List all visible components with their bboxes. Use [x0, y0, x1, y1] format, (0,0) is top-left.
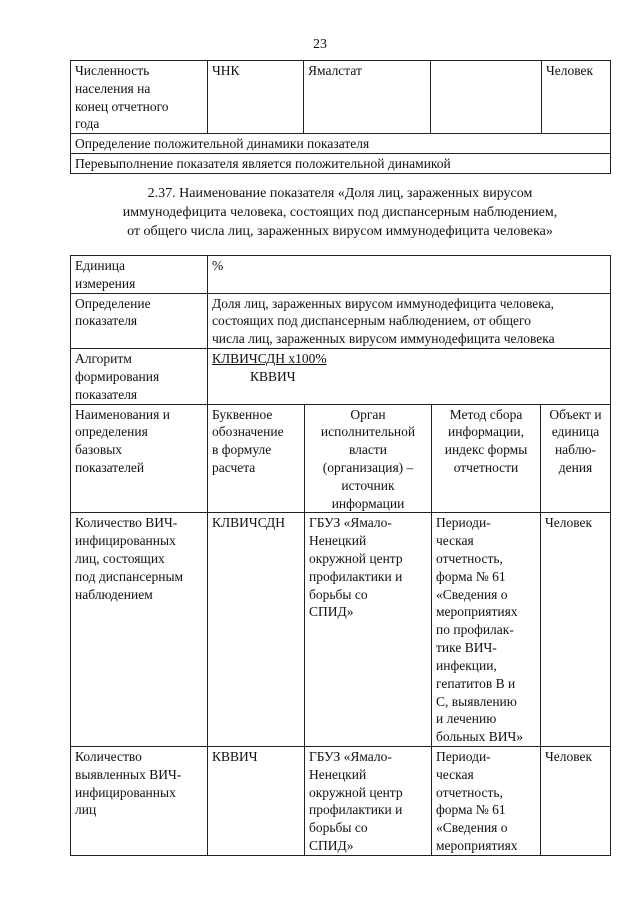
base-indicator-unit-cell: Человек [541, 513, 611, 747]
heading-line: 2.37. Наименование показателя «Доля лиц, зараженных вирусом [147, 186, 533, 201]
cell-line: обозначение [212, 424, 284, 440]
base-indicator-source-cell [305, 513, 432, 747]
cell-line: конец отчетного [75, 98, 169, 114]
cell-line: индекс формы [444, 442, 528, 458]
dynamics-rule-cell: Перевыполнение показателя является положительной динамикой [71, 154, 611, 174]
base-indicator-code-cell: КВВИЧ [208, 746, 305, 855]
cell-line: отчетность, [436, 784, 503, 800]
cell-line: Ненецкий [309, 533, 367, 549]
cell-line: состоящих под диспансерным наблюдением, от общего [212, 313, 531, 329]
base-indicator-method-cell [432, 513, 541, 747]
cell-line: Буквенное [212, 406, 273, 422]
cell-line: тике ВИЧ- [436, 640, 497, 656]
population-code-cell: ЧНК [208, 61, 304, 134]
cell-line: лиц [75, 802, 97, 818]
cell-line: Алгоритм [75, 351, 132, 367]
cell-line: форма № 61 [436, 568, 506, 584]
cell-line: (организация) – [322, 459, 414, 475]
cell-line: инфекции, [436, 657, 497, 673]
cell-line: Единица [75, 258, 126, 273]
cell-line: лиц, состоящих [75, 551, 165, 566]
cell-line: Доля лиц, зараженных вирусом иммунодефицита человека, [212, 295, 555, 311]
definition-label-cell [71, 293, 208, 348]
cell-line: Количество [75, 748, 142, 764]
indicator-passport-table [70, 255, 611, 856]
algorithm-label-cell [71, 349, 208, 404]
cell-line: ГБУЗ «Ямало- [309, 515, 392, 531]
cell-line: «Сведения о [436, 820, 508, 836]
cell-line: С, выявлению [436, 693, 517, 709]
cell-line: выявленных ВИЧ- [75, 766, 182, 782]
cell-line: окружной центр [309, 784, 403, 800]
header-source-cell [305, 404, 432, 513]
base-indicator-unit-cell: Человек [541, 746, 611, 855]
base-indicator-source-cell [305, 746, 432, 855]
cell-line: года [75, 116, 100, 132]
heading-line: иммунодефицита человека, состоящих под диспансерным наблюдением, [122, 205, 558, 221]
table-row [71, 746, 611, 855]
cell-line: Объект и [549, 406, 602, 422]
cell-line: борьбы со [309, 820, 368, 836]
cell-line: профилактики и [309, 802, 403, 818]
cell-line: ческая [436, 533, 474, 549]
formula-denominator: КВВИЧ [250, 368, 296, 384]
unit-row [71, 256, 611, 294]
dynamics-rule-row [71, 154, 611, 174]
cell-line: Ненецкий [309, 766, 367, 782]
cell-line: борьбы со [309, 586, 368, 602]
cell-line: окружной центр [309, 551, 403, 566]
cell-line: показателя [75, 313, 138, 329]
population-method-cell [431, 61, 542, 134]
base-indicator-name-cell [71, 746, 208, 855]
cell-line: под диспансерным [75, 568, 184, 584]
base-indicator-method-cell [432, 746, 541, 855]
cell-line: Количество ВИЧ- [75, 515, 178, 531]
cell-line: населения на [75, 80, 151, 96]
page-number: 23 [313, 37, 327, 52]
cell-line: инфицированных [75, 784, 176, 800]
cell-line: Наименования и [75, 406, 170, 422]
base-indicator-name-cell [71, 513, 208, 747]
header-code-cell [208, 404, 305, 513]
cell-line: Метод сбора [449, 406, 523, 422]
cell-line: ГБУЗ «Ямало- [309, 748, 392, 764]
cell-line: и лечению [436, 711, 497, 727]
cell-line: Определение [75, 295, 151, 311]
cell-line: гепатитов В и [436, 675, 516, 691]
unit-label-cell [71, 256, 208, 294]
cell-line: форма № 61 [436, 802, 506, 818]
cell-line: СПИД» [309, 838, 354, 853]
population-row [71, 61, 611, 134]
cell-line: показателей [75, 459, 145, 475]
formula-numerator: КЛВИЧСДН х100% [212, 351, 327, 367]
cell-line: определения [75, 424, 148, 440]
definition-value-cell [208, 293, 611, 348]
cell-line: Орган [350, 406, 386, 422]
cell-line: информации, [448, 424, 524, 440]
cell-line: профилактики и [309, 568, 403, 584]
base-indicator-code-cell: КЛВИЧСДН [208, 513, 305, 747]
table-row [71, 513, 611, 747]
dynamics-definition-cell: Определение положительной динамики показателя [71, 134, 611, 154]
cell-line: Периоди- [436, 515, 491, 531]
unit-value-cell: % [208, 256, 611, 294]
cell-line: наблюдением [75, 586, 153, 602]
header-name-cell [71, 404, 208, 513]
population-name-cell [71, 61, 208, 134]
cell-line: дения [558, 459, 593, 475]
header-unit-cell [541, 404, 611, 513]
cell-line: ческая [436, 766, 474, 782]
cell-line: «Сведения о [436, 586, 508, 602]
heading-line: от общего числа лиц, зараженных вирусом иммунодефицита человека» [127, 224, 553, 240]
cell-line: измерения [75, 275, 136, 291]
cell-line: базовых [75, 442, 123, 458]
cell-line: числа лиц, зараженных вирусом иммунодефицита человека [212, 331, 555, 347]
cell-line: формирования [75, 368, 160, 384]
cell-line: Численность [75, 63, 150, 78]
cell-line: в формуле [212, 442, 272, 458]
cell-line: расчета [212, 459, 256, 475]
cell-line: больных ВИЧ» [436, 729, 524, 745]
population-unit-cell: Человек [542, 61, 611, 134]
algorithm-row [71, 349, 611, 404]
indicator-heading [70, 184, 610, 241]
cell-line: показателя [75, 386, 138, 402]
cell-line: единица [551, 424, 600, 440]
cell-line: исполнительной [320, 424, 416, 440]
cell-line: власти [348, 442, 388, 458]
dynamics-definition-row [71, 134, 611, 154]
continuation-table [70, 60, 611, 174]
cell-line: СПИД» [309, 604, 354, 620]
cell-line: мероприятиях [436, 838, 518, 853]
cell-line: отчетности [453, 459, 519, 475]
column-header-row [71, 404, 611, 513]
cell-line: наблю- [554, 442, 597, 458]
header-method-cell [432, 404, 541, 513]
cell-line: мероприятиях [436, 604, 518, 620]
cell-line: Периоди- [436, 748, 491, 764]
cell-line: информации [331, 495, 405, 511]
cell-line: по профилак- [436, 622, 514, 638]
cell-line: отчетность, [436, 551, 503, 566]
definition-row [71, 293, 611, 348]
algorithm-formula-cell [208, 349, 611, 404]
cell-line: инфицированных [75, 533, 176, 549]
population-source-cell: Ямалстат [304, 61, 431, 134]
cell-line: источник [341, 477, 395, 493]
